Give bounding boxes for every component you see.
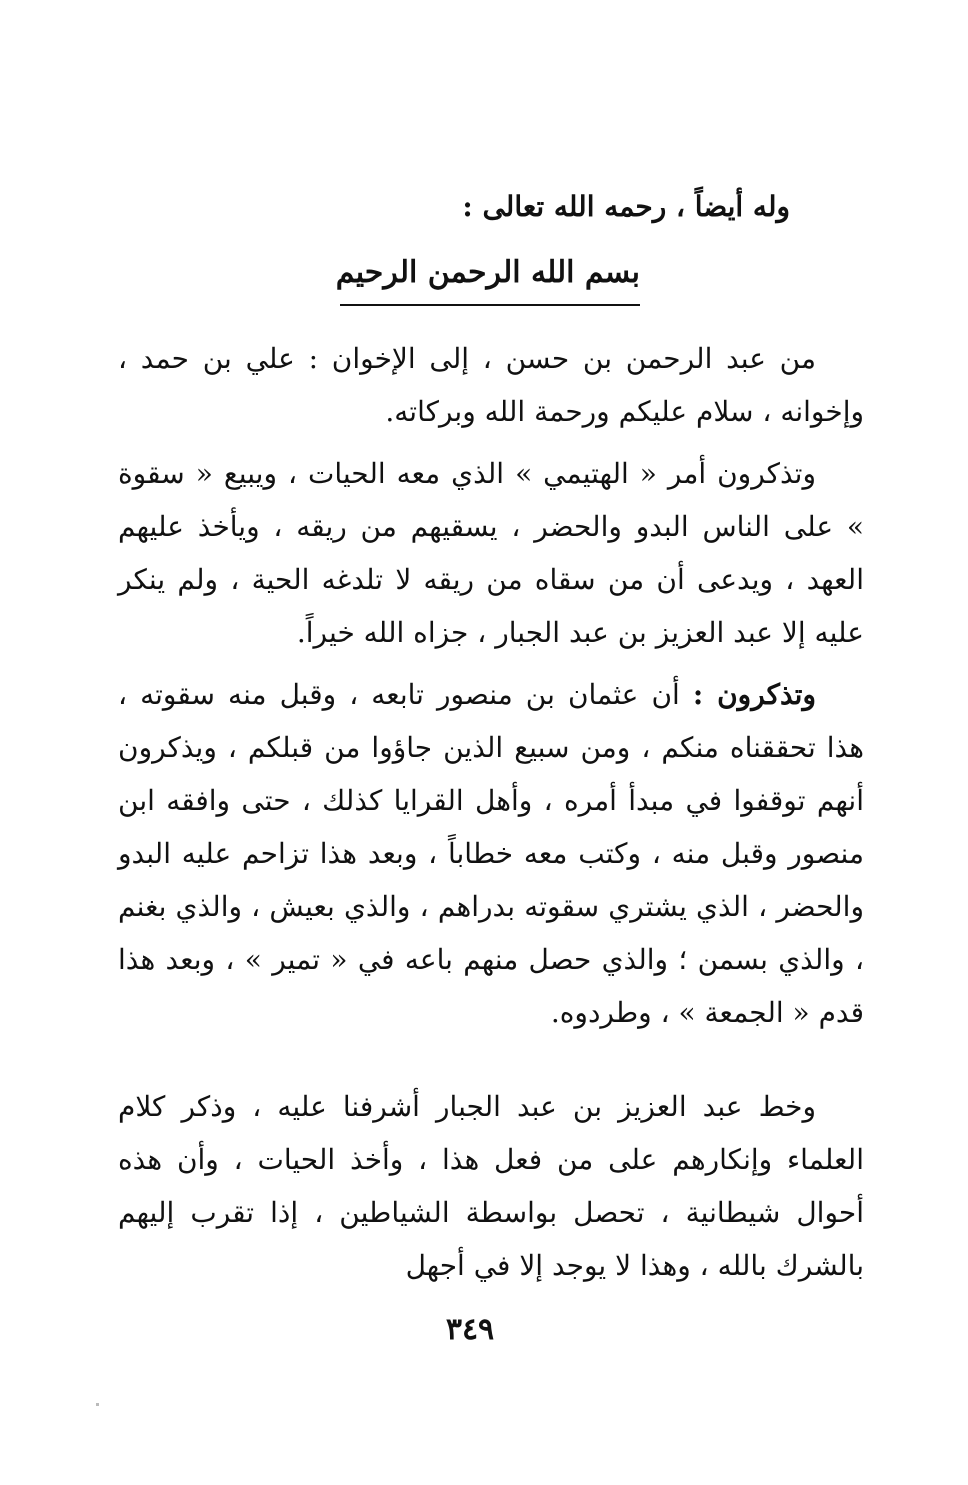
paragraph-1-text: من عبد الرحمن بن حسن ، إلى الإخوان : علي بن حمد ، وإخوانه ، سلام عليكم ورحمة الله وبركاته. bbox=[118, 342, 864, 428]
paragraph-3-lead: وتذكرون : bbox=[692, 678, 816, 711]
paragraph-2 bbox=[118, 447, 864, 659]
page-number: ٣٤٩ bbox=[445, 1312, 495, 1347]
paragraph-3-text: أن عثمان بن منصور تابعه ، وقبل منه سقوته ، هذا تحققناه منكم ، ومن سبيع الذين جاؤوا من قبلكم ، ويذكرون أنهم توقفوا في مبدأ أمره ، وأهل القرايا كذلك ، حتى وافقه ابن منصور وقبل منه ، وكتب معه خطاباً ، وبعد هذا تزاحم عليه البدو والحضر ، الذي يشتري سقوته بدراهم ، والذي بعيش ، والذي بغنم ، والذي بسمن ؛ والذي حصل منهم باعه في « تمير » ، وبعد هذا قدم « الجمعة » ، وطردوه. bbox=[118, 678, 864, 1029]
paragraph-2-text: وتذكرون أمر « الهتيمي » الذي معه الحيات ، ويبيع « سقوة » على الناس البدو والحضر ، يسقيهم من ريقه ، ويأخذ عليهم العهد ، ويدعى أن من سقاه من ريقه لا تلدغه الحية ، ولم ينكر عليه إلا عبد العزيز بن عبد الجبار ، جزاه الله خيراً. bbox=[118, 457, 864, 649]
paragraph-3 bbox=[118, 668, 864, 1039]
paragraph-4-text: وخط عبد العزيز بن عبد الجبار أشرفنا عليه ، وذكر كلام العلماء وإنكارهم على من فعل هذا ، وأخذ الحيات ، وأن هذه أحوال شيطانية ، تحصل بواسطة الشياطين ، إذا تقرب إليهم بالشرك بالله ، وهذا لا يوجد إلا في أجهل bbox=[118, 1090, 864, 1282]
scan-speck bbox=[96, 1403, 99, 1406]
paragraph-4 bbox=[118, 1080, 864, 1292]
paragraph-1 bbox=[118, 332, 864, 438]
basmala-calligraphy: بسم الله الرحمن الرحيم bbox=[340, 248, 640, 306]
section-heading: وله أيضاً ، رحمه الله تعالى : bbox=[462, 190, 790, 223]
